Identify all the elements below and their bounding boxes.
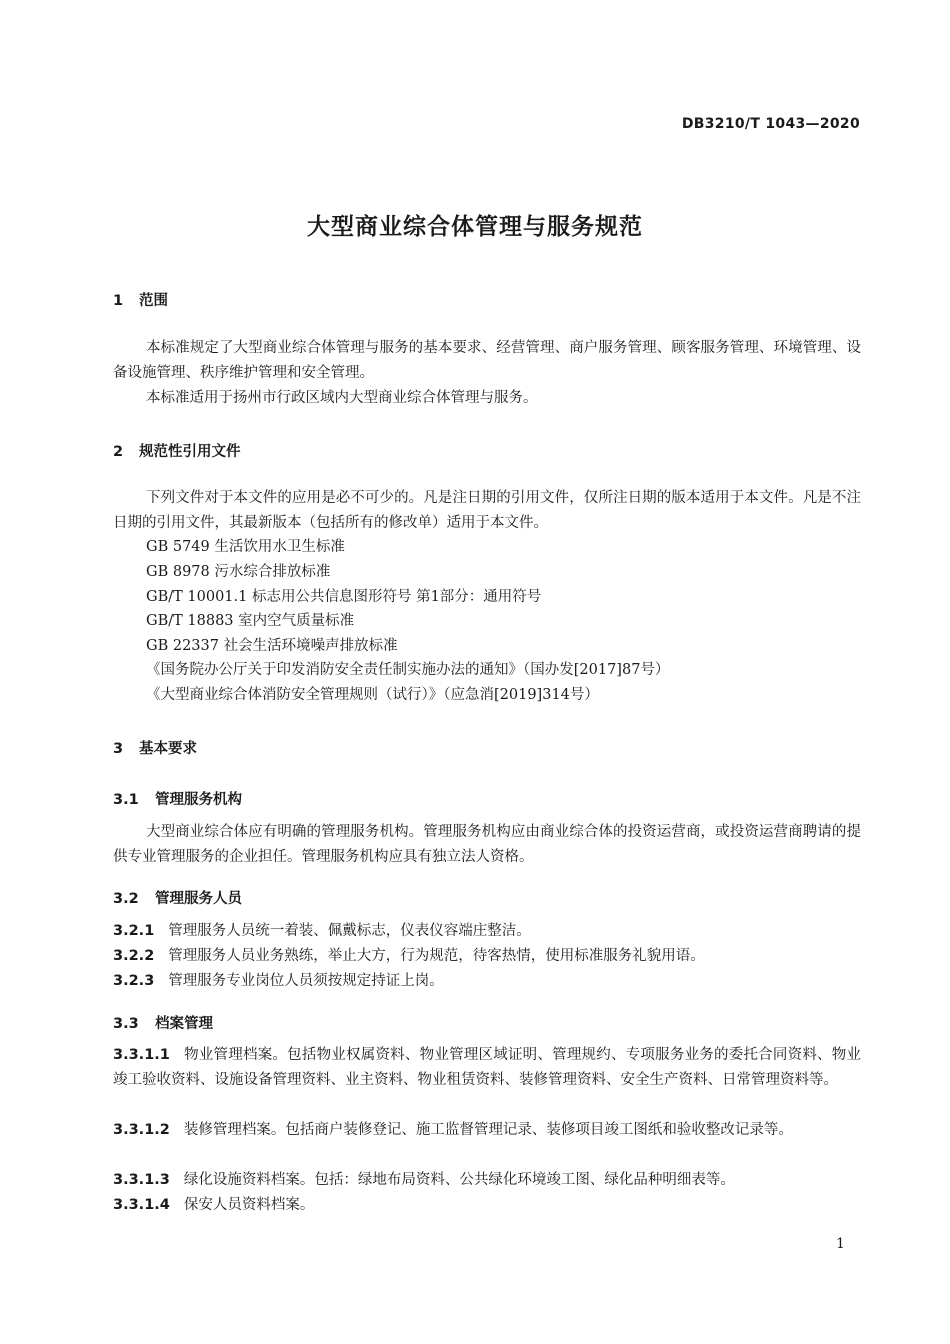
section-number: 2 xyxy=(113,444,124,460)
clause-item xyxy=(113,1043,861,1093)
subsection-title: 管理服务机构 xyxy=(155,792,242,808)
clause-number: 3.2.2 xyxy=(113,948,155,964)
subsection-3-3-heading xyxy=(113,1012,213,1033)
clause-item xyxy=(113,944,861,969)
clause-text: 装修管理档案。包括商户装修登记、施工监督管理记录、装修项目竣工图纸和验收整改记录等。 xyxy=(183,1122,793,1138)
subsection-title: 管理服务人员 xyxy=(155,891,242,907)
section-2-paragraph-1: 下列文件对于本文件的应用是必不可少的。凡是注日期的引用文件，仅所注日期的版本适用于本文件。凡是不注日期的引用文件，其最新版本（包括所有的修改单）适用于本文件。 xyxy=(113,490,861,531)
section-number: 3 xyxy=(113,741,124,757)
document-code: DB3210/T 1043—2020 xyxy=(681,116,860,132)
subsection-number: 3.3 xyxy=(113,1016,139,1032)
clause-text: 绿化设施资料档案。包括：绿地布局资料、公共绿化环境竣工图、绿化品种明细表等。 xyxy=(183,1172,735,1188)
subsection-3-1-heading xyxy=(113,788,242,809)
reference-item: GB 5749 生活饮用水卫生标准 xyxy=(146,539,345,555)
clause-text: 管理服务人员统一着装、佩戴标志，仪表仪容端庄整洁。 xyxy=(168,923,531,939)
clause-number: 3.3.1.2 xyxy=(113,1122,170,1138)
reference-item: GB 22337 社会生活环境噪声排放标准 xyxy=(146,638,398,654)
clause-number: 3.3.1.1 xyxy=(113,1047,170,1063)
reference-item: 《国务院办公厅关于印发消防安全责任制实施办法的通知》（国办发[2017]87号） xyxy=(146,662,670,678)
clause-number: 3.2.1 xyxy=(113,923,155,939)
section-1-heading xyxy=(113,289,168,310)
clause-number: 3.3.1.4 xyxy=(113,1197,170,1213)
clause-item xyxy=(113,969,861,994)
section-number: 1 xyxy=(113,293,124,309)
subsection-3-1-paragraph: 大型商业综合体应有明确的管理服务机构。管理服务机构应由商业综合体的投资运营商，或投资运营商聘请的提供专业管理服务的企业担任。管理服务机构应具有独立法人资格。 xyxy=(113,824,861,865)
subsection-number: 3.1 xyxy=(113,792,139,808)
section-title: 基本要求 xyxy=(139,741,197,757)
reference-item: GB/T 18883 室内空气质量标准 xyxy=(146,613,355,629)
clause-text: 保安人员资料档案。 xyxy=(183,1197,315,1213)
clause-item xyxy=(113,919,861,944)
clause-item xyxy=(113,1118,861,1143)
subsection-title: 档案管理 xyxy=(155,1016,213,1032)
clause-number: 3.3.1.3 xyxy=(113,1172,170,1188)
clause-item xyxy=(113,1193,861,1218)
clause-item xyxy=(113,1168,861,1193)
clause-text: 管理服务专业岗位人员须按规定持证上岗。 xyxy=(168,973,444,989)
section-1-paragraph-2: 本标准适用于扬州市行政区域内大型商业综合体管理与服务。 xyxy=(146,390,538,406)
section-2-heading xyxy=(113,440,241,461)
clause-number: 3.2.3 xyxy=(113,973,155,989)
reference-item: GB 8978 污水综合排放标准 xyxy=(146,564,331,580)
section-1-paragraph-1: 本标准规定了大型商业综合体管理与服务的基本要求、经营管理、商户服务管理、顾客服务管理、环境管理、设备设施管理、秩序维护管理和安全管理。 xyxy=(113,340,861,381)
page-number: 1 xyxy=(836,1236,845,1252)
subsection-3-2-heading xyxy=(113,887,242,908)
clause-text: 物业管理档案。包括物业权属资料、物业管理区域证明、管理规约、专项服务业务的委托合同资料、物业竣工验收资料、设施设备管理资料、业主资料、物业租赁资料、装修管理资料、安全生产资料、日常管理资料等。 xyxy=(113,1047,861,1088)
reference-item: GB/T 10001.1 标志用公共信息图形符号 第1部分：通用符号 xyxy=(146,589,542,605)
section-title: 范围 xyxy=(139,293,168,309)
section-3-heading xyxy=(113,737,197,758)
clause-text: 管理服务人员业务熟练，举止大方，行为规范，待客热情，使用标准服务礼貌用语。 xyxy=(168,948,705,964)
document-title: 大型商业综合体管理与服务规范 xyxy=(307,214,643,240)
reference-item: 《大型商业综合体消防安全管理规则（试行）》（应急消[2019]314号） xyxy=(146,687,599,703)
subsection-number: 3.2 xyxy=(113,891,139,907)
section-title: 规范性引用文件 xyxy=(139,444,241,460)
